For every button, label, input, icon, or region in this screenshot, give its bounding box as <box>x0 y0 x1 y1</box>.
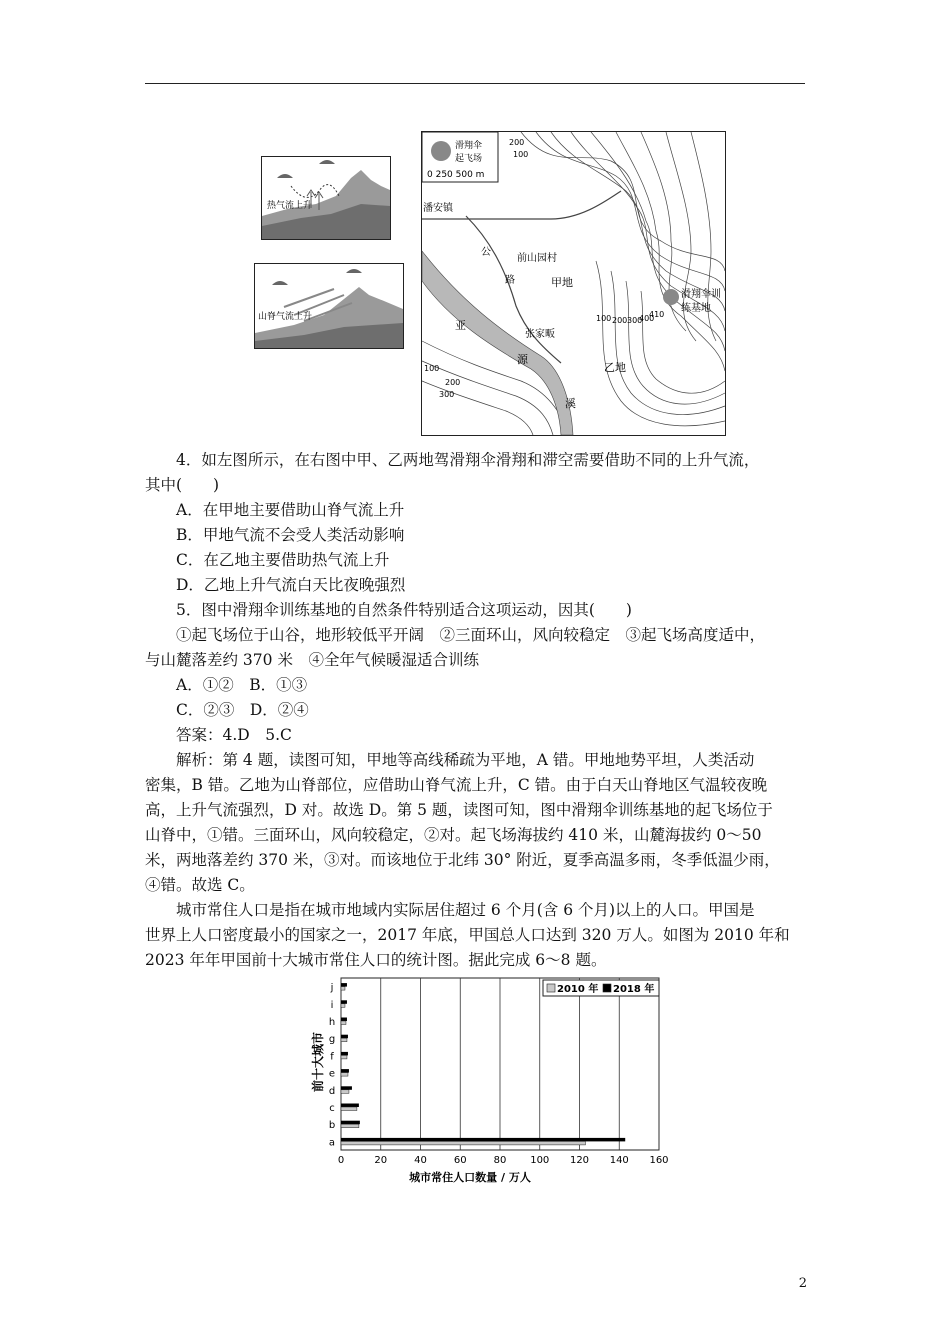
x-tick-label: 140 <box>609 1155 629 1166</box>
population-bar-chart <box>300 972 680 1212</box>
explanation-line: 高，上升气流强烈，D 对。故选 D。第 5 题，读图可知，图中滑翔伞训练基地的起飞场位于 <box>145 801 773 819</box>
place-yi: 乙地 <box>604 361 626 374</box>
legend-swatch <box>603 984 611 992</box>
q4-option-a: A．在甲地主要借助山脊气流上升 <box>176 501 405 519</box>
category-label: i <box>330 999 334 1011</box>
bar-2018-j <box>341 983 347 987</box>
road-label-2: 路 <box>505 275 515 286</box>
q4-option-b: B．甲地气流不会受人类活动影响 <box>176 526 405 544</box>
x-axis-title: 城市常住人口数量 / 万人 <box>409 1171 531 1184</box>
category-label: a <box>328 1137 336 1149</box>
category-label: f <box>330 1051 334 1063</box>
bar-2018-g <box>341 1035 348 1039</box>
explanation-line: ④错。故选 C。 <box>145 876 255 894</box>
answer: 答案：4.D 5.C <box>176 726 292 744</box>
base-label-2: 练基地 <box>681 303 711 314</box>
explanation-line: 密集，B 错。乙地为山脊部位，应借助山脊气流上升，C 错。由于白天山脊地区气温较夜晚 <box>145 776 768 794</box>
thermal-label: 热气流上升 <box>267 201 313 211</box>
explanation-line: 山脊中，①错。三面环山，风向较稳定，②对。起飞场海拔约 410 米，山麓海拔约 0～50 <box>145 826 762 844</box>
ridge-updraft-figure <box>254 263 404 349</box>
category-label: j <box>330 982 334 994</box>
explanation-line: 米，两地落差约 370 米，③对。而该地位于北纬 30° 附近，夏季高温多雨，冬季低温少雨， <box>145 851 780 869</box>
bar-2010-f <box>341 1055 347 1059</box>
paraglider-icon <box>431 141 451 161</box>
topographic-map <box>421 131 726 436</box>
scale-bar-label: 0 250 500 m <box>427 170 485 180</box>
place-jia: 甲地 <box>551 276 573 289</box>
q5-choices-ab: A．①② B．①③ <box>176 676 308 694</box>
contour-label: 300 <box>439 390 455 399</box>
category-label: g <box>328 1034 336 1046</box>
legend-swatch <box>547 984 555 992</box>
bar-2018-b <box>341 1121 360 1125</box>
y-axis-title: 前十大城市 <box>311 1031 325 1093</box>
bar-2018-a <box>341 1138 625 1142</box>
contour-label: 410 <box>649 310 665 319</box>
contour-label: 400 <box>639 314 655 323</box>
contour-label: 200 <box>509 138 525 147</box>
x-tick-label: 80 <box>493 1155 507 1166</box>
x-tick-label: 60 <box>453 1155 467 1166</box>
intro-line: 城市常住人口是指在城市地域内实际居住超过 6 个月(含 6 个月)以上的人口。甲国是 <box>176 901 755 919</box>
contour-label: 200 <box>445 378 461 387</box>
town-label: 潘安镇 <box>423 203 453 214</box>
bar-2010-b <box>341 1124 359 1128</box>
q4-line-2: 其中( ) <box>145 476 220 494</box>
bar-2010-d <box>341 1090 349 1094</box>
legend-label: 2018 年 <box>613 984 655 995</box>
bar-2010-i <box>341 1004 345 1008</box>
explanation-line: 解析：第 4 题，读图可知，甲地等高线稀疏为平地，A 错。甲地地势平坦，人类活动 <box>176 751 755 769</box>
village-label: 前山园村 <box>517 253 557 264</box>
legend-title-2: 起飞场 <box>455 154 483 164</box>
contour-label: 200 <box>612 316 628 325</box>
q4-option-c: C．在乙地主要借助热气流上升 <box>176 551 390 569</box>
bar-2018-c <box>341 1104 359 1108</box>
bar-2010-g <box>341 1038 347 1042</box>
page-number: 2 <box>798 1276 807 1291</box>
category-label: h <box>328 1017 336 1028</box>
q4-option-d: D．乙地上升气流白天比夜晚强烈 <box>176 576 406 594</box>
x-tick-label: 120 <box>569 1155 590 1166</box>
contour-label: 300 <box>627 316 643 325</box>
bar-2010-j <box>341 987 345 991</box>
q5-choices-cd: C．②③ D．②④ <box>176 701 309 719</box>
bar-2018-h <box>341 1018 347 1022</box>
category-label: d <box>328 1085 336 1097</box>
contour-label: 100 <box>424 364 440 373</box>
category-label: b <box>328 1120 336 1132</box>
header-rule <box>145 83 805 84</box>
bar-2018-f <box>341 1052 348 1056</box>
x-tick-label: 160 <box>649 1155 669 1166</box>
q5-options-2: 与山麓落差约 370 米 ④全年气候暖湿适合训练 <box>145 651 479 669</box>
contour-label: 100 <box>596 314 612 323</box>
x-tick-label: 40 <box>414 1155 427 1166</box>
contour-label: 100 <box>513 150 529 159</box>
bar-2018-i <box>341 1000 347 1004</box>
base-label-1: 滑翔伞训 <box>681 289 721 300</box>
ridge-label: 山脊气流上升 <box>258 312 313 322</box>
intro-line: 2023 年年甲国前十大城市常住人口的统计图。据此完成 6～8 题。 <box>145 951 607 969</box>
category-label: e <box>328 1068 336 1080</box>
x-tick-label: 100 <box>530 1155 550 1166</box>
bar-2010-c <box>341 1107 357 1111</box>
bar-2010-a <box>341 1141 585 1145</box>
x-tick-label: 20 <box>374 1155 388 1166</box>
river-label-3: 溪 <box>565 397 576 410</box>
place-zhang: 张家畈 <box>525 329 555 340</box>
q5-stem: 5．图中滑翔伞训练基地的自然条件特别适合这项运动，因其( ) <box>176 601 632 619</box>
river-label-1: 亚 <box>455 319 466 332</box>
road-label-1: 公 <box>481 247 491 258</box>
category-label: c <box>329 1103 335 1114</box>
legend-title-1: 滑翔伞 <box>455 141 483 151</box>
q5-options-1: ①起飞场位于山谷，地形较低平开阔 ②三面环山，风向较稳定 ③起飞场高度适中， <box>176 626 766 644</box>
x-tick-label: 0 <box>337 1155 345 1166</box>
legend-label: 2010 年 <box>557 984 599 995</box>
thermal-updraft-figure <box>261 156 391 240</box>
bar-2010-e <box>341 1073 348 1077</box>
bar-2018-d <box>341 1086 352 1090</box>
river-label-2: 源 <box>517 353 528 366</box>
q4-line-1: 4．如左图所示，在右图中甲、乙两地驾滑翔伞滑翔和滞空需要借助不同的上升气流， <box>176 451 760 469</box>
bar-2018-e <box>341 1069 349 1073</box>
paraglider-icon <box>663 289 679 305</box>
bar-2010-h <box>341 1021 346 1025</box>
intro-line: 世界上人口密度最小的国家之一，2017 年底，甲国总人口达到 320 万人。如图为 2010 年和 <box>145 926 790 944</box>
